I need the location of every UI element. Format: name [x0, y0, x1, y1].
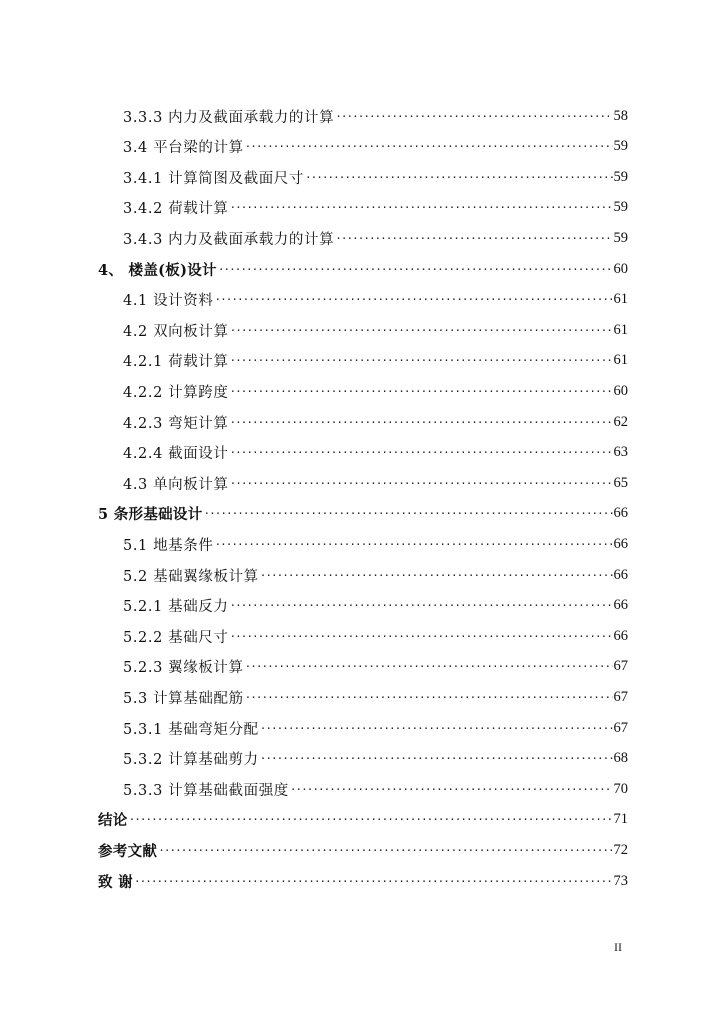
toc-dot-leader — [260, 722, 613, 735]
toc-entry[interactable] — [123, 285, 628, 315]
toc-entry[interactable] — [98, 254, 628, 284]
toc-entry-label: 5.3.2 计算基础剪力 — [123, 752, 259, 769]
toc-entry-label: 5.3 计算基础配筋 — [123, 690, 244, 707]
toc-entry-label: 4.2.4 截面设计 — [123, 446, 229, 463]
toc-entry-label: 3.4.2 荷载计算 — [123, 201, 229, 218]
toc-entry-page: 61 — [613, 321, 628, 338]
toc-dot-leader — [230, 201, 613, 214]
toc-entry-label: 5.3.1 基础弯矩分配 — [123, 721, 259, 738]
toc-entry[interactable] — [123, 223, 628, 253]
toc-entry[interactable] — [123, 101, 628, 131]
toc-dot-leader — [230, 416, 613, 429]
toc-entry-page: 59 — [613, 229, 628, 246]
toc-dot-leader — [218, 263, 613, 276]
toc-dot-leader — [204, 507, 613, 520]
toc-entry-label: 3.4.1 计算简图及截面尺寸 — [123, 170, 305, 187]
toc-entry-page: 71 — [613, 811, 628, 828]
toc-entry[interactable] — [123, 162, 628, 192]
page-number: II — [614, 940, 622, 954]
toc-entry-label: 4.1 设计资料 — [123, 293, 214, 310]
toc-entry-page: 59 — [613, 138, 628, 155]
toc-entry-page: 67 — [613, 658, 628, 675]
toc-entry-page: 73 — [613, 872, 628, 889]
toc-dot-leader — [230, 385, 613, 398]
toc-entry-label: 5.1 地基条件 — [123, 537, 214, 554]
toc-entry-page: 72 — [613, 841, 628, 858]
toc-entry-page: 61 — [613, 352, 628, 369]
toc-entry-page: 66 — [613, 535, 628, 552]
toc-entry[interactable] — [123, 713, 628, 743]
toc-dot-leader — [158, 844, 612, 857]
toc-dot-leader — [245, 691, 613, 704]
toc-entry[interactable] — [123, 132, 628, 162]
toc-entry-page: 59 — [613, 168, 628, 185]
toc-entry-label: 3.4 平台梁的计算 — [123, 140, 244, 157]
toc-dot-leader — [129, 813, 613, 826]
toc-entry[interactable] — [123, 315, 628, 345]
toc-entry-label: 4、 楼盖(板)设计 — [98, 261, 217, 279]
toc-entry[interactable] — [123, 468, 628, 498]
toc-entry-label: 5.2 基础翼缘板计算 — [123, 568, 259, 585]
toc-dot-leader — [230, 630, 613, 643]
toc-entry-label: 5 条形基础设计 — [98, 506, 203, 524]
toc-entry[interactable] — [98, 835, 628, 865]
toc-entry[interactable] — [123, 529, 628, 559]
toc-entry[interactable] — [123, 193, 628, 223]
toc-entry[interactable] — [123, 682, 628, 712]
toc-entry[interactable] — [123, 376, 628, 406]
toc-entry-label: 4.2.3 弯矩计算 — [123, 415, 229, 432]
toc-entry[interactable] — [123, 438, 628, 468]
toc-entry-page: 67 — [613, 688, 628, 705]
toc-entry[interactable] — [123, 346, 628, 376]
toc-entry-label: 参考文献 — [98, 842, 158, 860]
toc-entry-page: 66 — [613, 505, 628, 522]
toc-entry-page: 58 — [613, 107, 628, 124]
toc-entry-label: 5.2.2 基础尺寸 — [123, 629, 229, 646]
toc-entry[interactable] — [98, 499, 628, 529]
toc-entry-page: 60 — [613, 382, 628, 399]
toc-dot-leader — [260, 752, 613, 765]
toc-dot-leader — [260, 569, 613, 582]
toc-entry-label: 5.2.1 基础反力 — [123, 599, 229, 616]
toc-entry[interactable] — [98, 866, 628, 896]
toc-entry-page: 66 — [613, 597, 628, 614]
toc-entry-label: 3.4.3 内力及截面承载力的计算 — [123, 231, 335, 248]
toc-entry-page: 61 — [613, 291, 628, 308]
toc-entry[interactable] — [123, 621, 628, 651]
toc-dot-leader — [290, 783, 613, 796]
toc-entry[interactable] — [123, 652, 628, 682]
toc-entry[interactable] — [123, 591, 628, 621]
toc-entry-label: 5.2.3 翼缘板计算 — [123, 660, 244, 677]
toc-dot-leader — [214, 293, 612, 306]
toc-entry-page: 65 — [613, 474, 628, 491]
toc-dot-leader — [230, 599, 613, 612]
toc-dot-leader — [214, 538, 612, 551]
toc-entry-label: 4.2.2 计算跨度 — [123, 384, 229, 401]
toc-entry-page: 70 — [613, 780, 628, 797]
toc-entry-page: 67 — [613, 719, 628, 736]
toc-dot-leader — [245, 140, 613, 153]
toc-entry-page: 63 — [613, 444, 628, 461]
toc-entry[interactable] — [123, 560, 628, 590]
toc-entry-label: 致 谢 — [98, 873, 133, 891]
toc-dot-leader — [230, 354, 613, 367]
toc-dot-leader — [245, 660, 613, 673]
toc-entry[interactable] — [123, 744, 628, 774]
toc-dot-leader — [230, 324, 613, 337]
toc-entry-label: 5.3.3 计算基础截面强度 — [123, 782, 289, 799]
toc-entry-label: 4.2 双向板计算 — [123, 323, 229, 340]
toc-entry-page: 66 — [613, 627, 628, 644]
toc-entry-page: 60 — [613, 260, 628, 277]
toc-dot-leader — [335, 232, 612, 245]
toc-dot-leader — [134, 875, 613, 888]
toc-entry-page: 59 — [613, 199, 628, 216]
toc-entry-label: 结论 — [98, 812, 128, 830]
toc-dot-leader — [230, 477, 613, 490]
toc-entry-label: 4.3 单向板计算 — [123, 476, 229, 493]
toc-entry-label: 3.3.3 内力及截面承载力的计算 — [123, 109, 335, 126]
toc-entry-page: 66 — [613, 566, 628, 583]
toc-entry-page: 62 — [613, 413, 628, 430]
toc-entry-label: 4.2.1 荷载计算 — [123, 354, 229, 371]
toc-dot-leader — [335, 110, 612, 123]
toc-entry-page: 68 — [613, 750, 628, 767]
toc-entry[interactable] — [123, 407, 628, 437]
toc-entry[interactable] — [98, 805, 628, 835]
toc-entry[interactable] — [123, 774, 628, 804]
toc-dot-leader — [230, 446, 613, 459]
toc-dot-leader — [305, 171, 612, 184]
